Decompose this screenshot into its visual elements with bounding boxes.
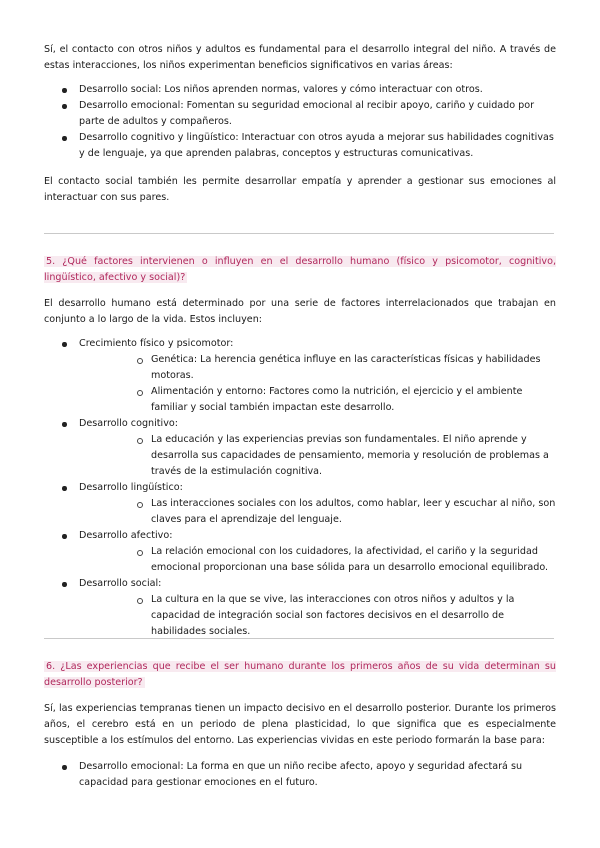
factor-item (44, 336, 556, 416)
factor-sublist (79, 496, 556, 528)
list-item: Desarrollo social: Los niños aprenden normas, valores y cómo interactuar con otros. (44, 82, 556, 98)
list-item: Desarrollo emocional: Fomentan su seguridad emocional al recibir apoyo, cariño y cuidado por parte de adultos y compañeros. (44, 98, 556, 130)
intro-closing-paragraph: El contacto social también les permite desarrollar empatía y aprender a gestionar sus emociones al interactuar con sus pares. (44, 176, 556, 203)
factor-label: Desarrollo afectivo: (79, 530, 173, 541)
section-5 (44, 254, 556, 640)
factor-item (44, 416, 556, 480)
list-item: Genética: La herencia genética influye en las características físicas y habilidades motoras. (79, 352, 556, 384)
factor-label: Desarrollo social: (79, 578, 162, 589)
factor-label: Crecimiento físico y psicomotor: (79, 338, 234, 349)
intro-bullet-list (44, 82, 556, 162)
section-6 (44, 659, 556, 791)
list-item: Alimentación y entorno: Factores como la nutrición, el ejercicio y el ambiente familiar y social también impactan este desarrollo. (79, 384, 556, 416)
section-6-question: 6. ¿Las experiencias que recibe el ser humano durante los primeros años de su vida determinan su desarrollo posterior? (44, 661, 556, 688)
list-item: Desarrollo cognitivo y lingüístico: Interactuar con otros ayuda a mejorar sus habilidades cognitivas y de lenguaje, ya que aprenden palabras, conceptos y estructuras comunicativas. (44, 130, 556, 162)
factor-label: Desarrollo cognitivo: (79, 418, 178, 429)
factor-sublist (79, 544, 556, 576)
factor-item (44, 528, 556, 576)
section-6-answer: Sí, las experiencias tempranas tienen un impacto decisivo en el desarrollo posterior. Durante los primeros años, el cerebro está en un periodo de plena plasticidad, lo que significa que es especialmente susceptible a los estímulos del entorno. Las experiencias vividas en este periodo formarán la base para: (44, 703, 556, 746)
factor-list (44, 336, 556, 640)
list-item: Desarrollo emocional: La forma en que un niño recibe afecto, apoyo y seguridad afectará su capacidad para gestionar emociones en el futuro. (44, 759, 556, 791)
factor-item (44, 576, 556, 640)
intro-paragraph: Sí, el contacto con otros niños y adultos es fundamental para el desarrollo integral del niño. A través de estas interacciones, los niños experimentan beneficios significativos en varias áreas: (44, 44, 556, 71)
section-5-intro: El desarrollo humano está determinado por una serie de factores interrelacionados que trabajan en conjunto a lo largo de la vida. Estos incluyen: (44, 298, 556, 325)
section-6-bullet-list (44, 759, 556, 791)
section-5-question: 5. ¿Qué factores intervienen o influyen en el desarrollo humano (físico y psicomotor, cognitivo, lingüístico, afectivo y social)? (44, 256, 556, 283)
factor-sublist (79, 352, 556, 416)
list-item: La relación emocional con los cuidadores, la afectividad, el cariño y la seguridad emocional proporcionan una base sólida para un desarrollo emocional equilibrado. (79, 544, 556, 576)
section-divider (44, 233, 554, 234)
factor-sublist (79, 432, 556, 480)
factor-item (44, 480, 556, 528)
intro-answer (44, 42, 556, 206)
list-item: La cultura en la que se vive, las interacciones con otros niños y adultos y la capacidad de integración social son factores decisivos en el desarrollo de habilidades sociales. (79, 592, 556, 640)
list-item: La educación y las experiencias previas son fundamentales. El niño aprende y desarrolla sus capacidades de pensamiento, memoria y resolución de problemas a través de la estimulación cognitiva. (79, 432, 556, 480)
section-divider (44, 638, 554, 639)
factor-sublist (79, 592, 556, 640)
list-item: Las interacciones sociales con los adultos, como hablar, leer y escuchar al niño, son claves para el aprendizaje del lenguaje. (79, 496, 556, 528)
factor-label: Desarrollo lingüístico: (79, 482, 183, 493)
